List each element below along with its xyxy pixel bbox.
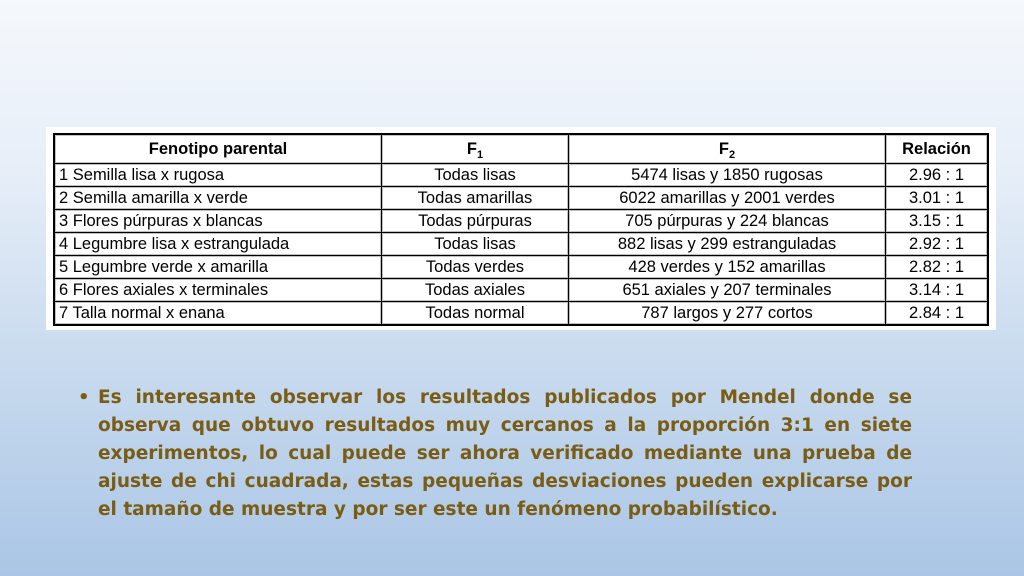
header-f2-base: F (718, 139, 729, 158)
table-row (54, 233, 988, 256)
cell-ratio: 2.92 : 1 (886, 233, 989, 256)
bullet-marker: • (78, 387, 90, 408)
cell-ratio: 3.01 : 1 (886, 187, 989, 210)
header-f1-subscript: 1 (476, 148, 484, 161)
cell-f1: Todas normal (382, 302, 569, 326)
cell-parental: 6 Flores axiales x terminales (54, 279, 382, 302)
header-f2-subscript: 2 (728, 148, 736, 161)
cell-parental: 2 Semilla amarilla x verde (54, 187, 382, 210)
cell-ratio: 3.14 : 1 (886, 279, 989, 302)
cell-parental: 1 Semilla lisa x rugosa (54, 164, 382, 187)
cell-f2: 6022 amarillas y 2001 verdes (569, 187, 886, 210)
table-header-row (54, 134, 988, 164)
table-row (54, 256, 988, 279)
header-f1 (382, 134, 569, 164)
cell-f2: 787 largos y 277 cortos (569, 302, 886, 326)
cell-f1: Todas púrpuras (382, 210, 569, 233)
bullet-text: Es interesante observar los resultados publicados por Mendel donde se observa que obtuvo resultados muy cercanos a la proporción 3:1 en siete experimentos, lo cual puede ser ahora verificado mediante una prueba de ajuste de chi cuadrada, estas pequeñas desviaciones pueden explicarse por el tamaño de muestra y por ser este un fenómeno probabilístico. (98, 387, 912, 520)
cell-ratio: 2.96 : 1 (886, 164, 989, 187)
header-parental-phenotype: Fenotipo parental (54, 134, 382, 164)
mendel-results-table (53, 133, 989, 326)
table-row (54, 279, 988, 302)
cell-f1: Todas verdes (382, 256, 569, 279)
cell-f2: 882 lisas y 299 estranguladas (569, 233, 886, 256)
cell-ratio: 2.84 : 1 (886, 302, 989, 326)
cell-parental: 5 Legumbre verde x amarilla (54, 256, 382, 279)
table-row (54, 164, 988, 187)
cell-parental: 4 Legumbre lisa x estrangulada (54, 233, 382, 256)
cell-f2: 651 axiales y 207 terminales (569, 279, 886, 302)
cell-ratio: 3.15 : 1 (886, 210, 989, 233)
cell-parental: 3 Flores púrpuras x blancas (54, 210, 382, 233)
cell-f2: 428 verdes y 152 amarillas (569, 256, 886, 279)
cell-f2: 705 púrpuras y 224 blancas (569, 210, 886, 233)
cell-parental: 7 Talla normal x enana (54, 302, 382, 326)
table-row (54, 210, 988, 233)
cell-f1: Todas axiales (382, 279, 569, 302)
cell-f1: Todas amarillas (382, 187, 569, 210)
cell-f2: 5474 lisas y 1850 rugosas (569, 164, 886, 187)
cell-f1: Todas lisas (382, 233, 569, 256)
mendel-results-table-image (46, 127, 996, 330)
header-f1-base: F (466, 139, 477, 158)
table-row (54, 187, 988, 210)
header-f2 (569, 134, 886, 164)
cell-f1: Todas lisas (382, 164, 569, 187)
table-row (54, 302, 988, 326)
cell-ratio: 2.82 : 1 (886, 256, 989, 279)
header-ratio: Relación (886, 134, 989, 164)
bullet-paragraph (78, 384, 912, 524)
